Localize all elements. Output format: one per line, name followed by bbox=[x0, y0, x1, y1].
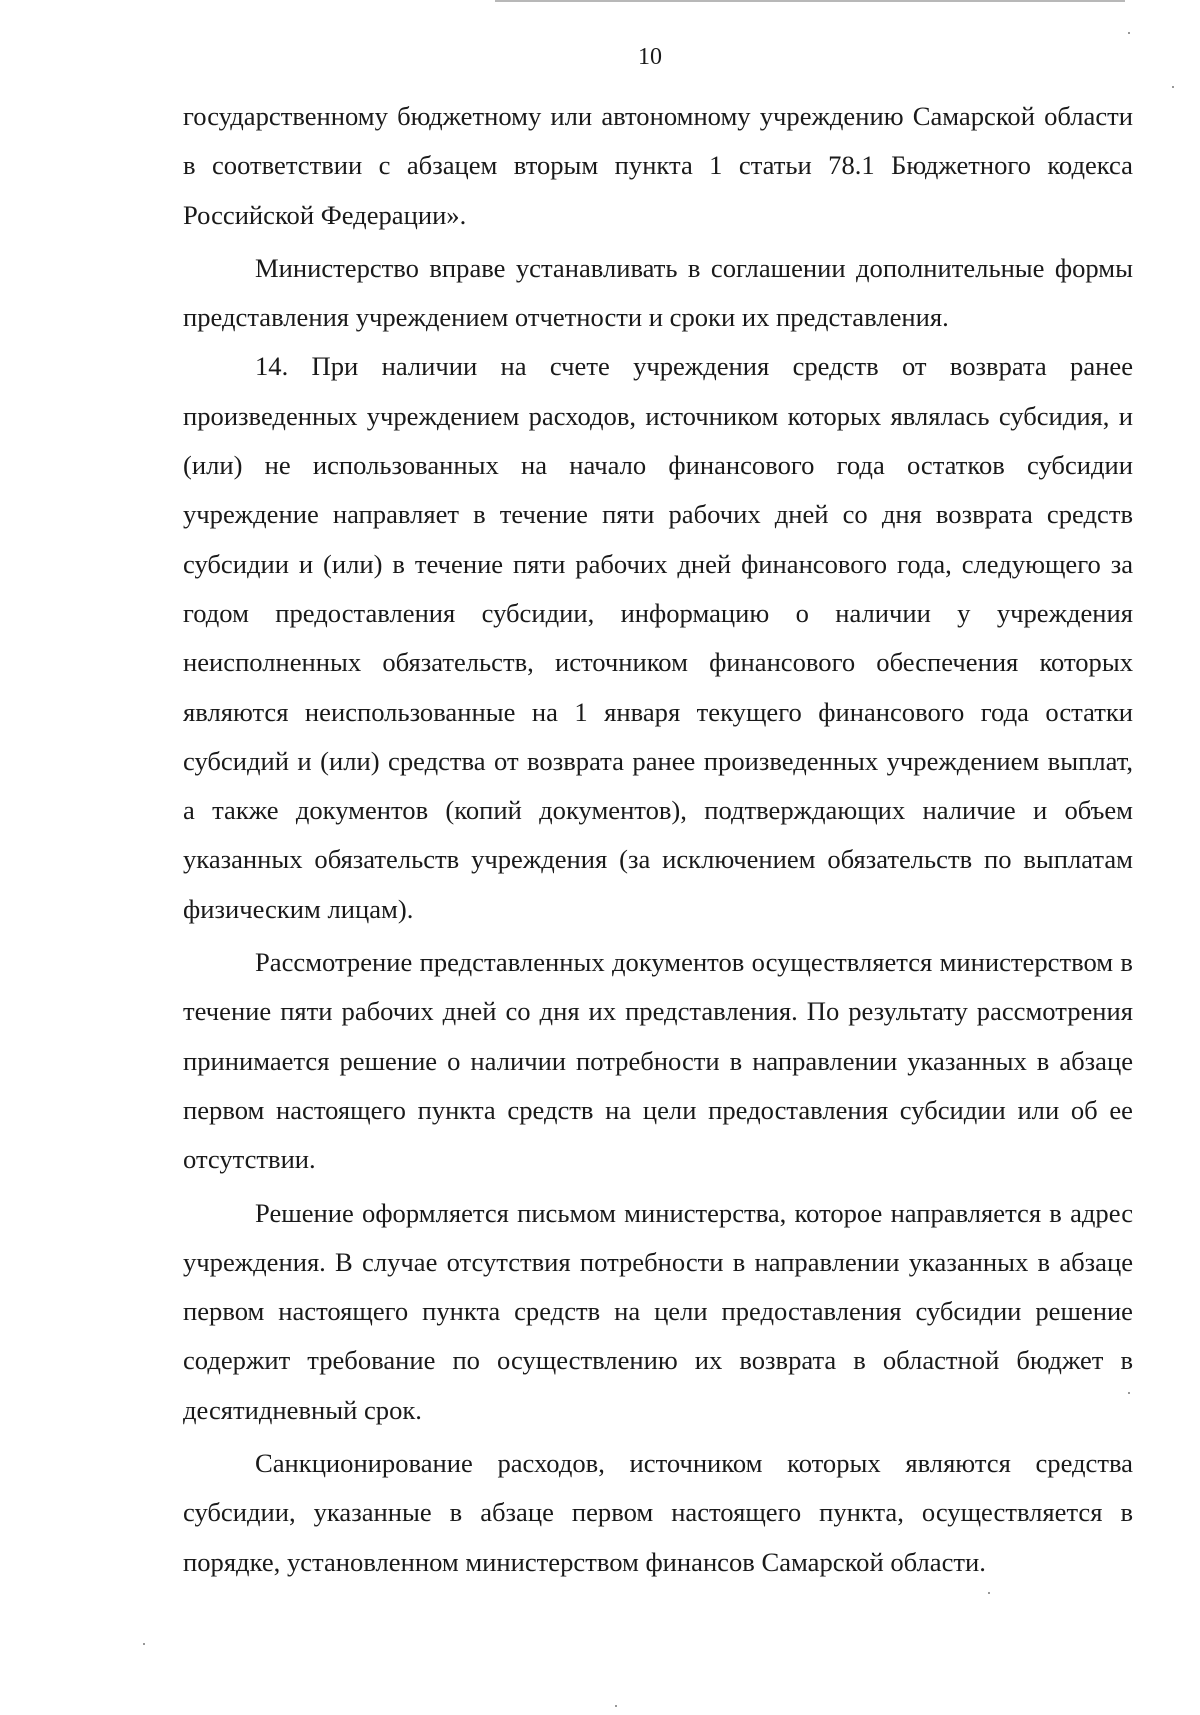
paragraph-continuation: государственному бюджетному или автономному учреждению Самарской области в соответствии с абзацем вторым пункта 1 статьи 78.1 Бюджетного кодекса Российской Федерации». bbox=[183, 101, 1133, 230]
page-number: 10 bbox=[638, 44, 662, 70]
paragraph-ministry-rights: Министерство вправе устанавливать в соглашении дополнительные формы представления учреждением отчетности и сроки их представления. bbox=[183, 252, 1133, 333]
paragraph-decision: Решение оформляется письмом министерства, которое направляется в адрес учреждения. В случае отсутствия потребности в направлении указанных в абзаце первом настоящего пункта средств на цели предоставления субсидии решение содержит требование по осуществлению их возврата в областной бюджет в десятидневный срок. bbox=[183, 1197, 1133, 1425]
scan-edge-line bbox=[495, 0, 1125, 2]
paragraph-item-14: 14. При наличии на счете учреждения средств от возврата ранее произведенных учреждением расходов, источником которых являлась субсидия, и (или) не использованных на начало финансового года остатков субсидии учреждение направляет в течение пяти рабочих дней со дня возврата средств субсидии и (или) в течение пяти рабочих дней финансового года, следующего за годом предоставления субсидии, информацию о наличии у учреждения неисполненных обязательств, источником финансового обеспечения которых являются неиспользованные на 1 января текущего финансового года остатки субсидий и (или) средства от возврата ранее произведенных учреждением выплат, а также документов (копий документов), подтверждающих наличие и объем указанных обязательств учреждения (за исключением обязательств по выплатам физическим лицам). bbox=[183, 351, 1133, 924]
document-body bbox=[183, 92, 1133, 1587]
paragraph-review: Рассмотрение представленных документов осуществляется министерством в течение пяти рабочих дней со дня их представления. По результату рассмотрения принимается решение о наличии потребности в направлении указанных в абзаце первом настоящего пункта средств на цели предоставления субсидии или об ее отсутствии. bbox=[183, 947, 1133, 1175]
paragraph-authorization: Санкционирование расходов, источником которых являются средства субсидии, указанные в абзаце первом настоящего пункта, осуществляется в порядке, установленном министерством финансов Самарской области. bbox=[183, 1448, 1133, 1577]
